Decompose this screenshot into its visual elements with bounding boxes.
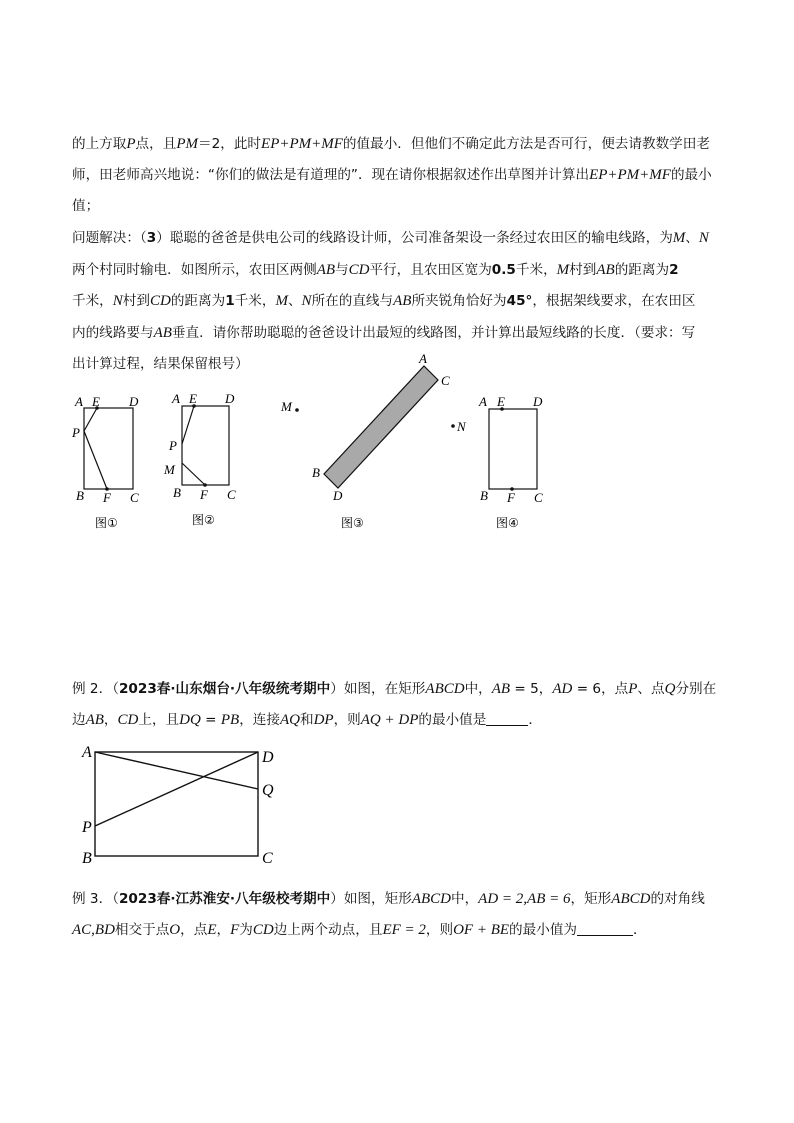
fig3-label-M: M	[281, 399, 292, 414]
problem-line-2: 师，田老师高兴地说：“你们的做法是有道理的”．现在请你根据叙述作出草图并计算出EP+PM+MF的最小	[72, 167, 712, 183]
ex2-segment-AQ	[95, 752, 258, 789]
fig4-label-F: F	[507, 490, 515, 505]
fig1-label-C: C	[130, 490, 139, 505]
example2-figure	[95, 752, 258, 856]
problem-line-5: 两个村同时输电．如图所示，农田区两侧AB与CD平行，且农田区宽为0.5千米，M村到AB的距离为2	[72, 262, 679, 278]
ex2-label-A: A	[82, 744, 92, 761]
fig3-label-D: D	[333, 488, 343, 503]
example3-line-2: AC,BD相交于点O，点E，F为CD边上两个动点，且EF = 2，则OF + BE的最小值为 ．	[72, 922, 647, 938]
fig1-path-EPF	[84, 408, 107, 489]
fig1-label-D: D	[129, 394, 139, 409]
figure-1	[84, 408, 133, 489]
fig4-label-A: A	[479, 394, 487, 409]
fig4-label-N: N	[457, 419, 466, 434]
ex2-segment-DP	[95, 752, 258, 826]
ex2-label-Q: Q	[262, 782, 274, 799]
problem-line-7: 内的线路要与AB垂直．请你帮助聪聪的爸爸设计出最短的线路图，并计算出最短线路的长度．（要求：写	[72, 325, 696, 341]
ex3-answer-blank[interactable]	[577, 923, 633, 936]
fig2-caption: 图②	[192, 513, 215, 527]
problem-line-6: 千米，N村到CD的距离为1千米，M、N所在的直线与AB所夹锐角恰好为45°，根据架线要求，在农田区	[72, 293, 696, 309]
fig2-segment-MF	[182, 463, 205, 485]
fig2-label-F: F	[200, 487, 208, 502]
fig2-label-M: M	[164, 462, 175, 477]
fig2-label-P: P	[169, 438, 177, 453]
fig3-label-A: A	[419, 351, 427, 366]
fig1-label-A: A	[75, 394, 83, 409]
fig2-label-B: B	[173, 485, 181, 500]
fig2-label-C: C	[227, 487, 236, 502]
figure-4	[489, 409, 537, 489]
fig4-label-B: B	[480, 488, 488, 503]
fig1-caption: 图①	[95, 516, 118, 530]
ex2-label-B: B	[82, 850, 92, 867]
ex2-label-P: P	[82, 819, 92, 836]
fig1-label-E: E	[92, 394, 100, 409]
problem-line-4: 问题解决：（3）聪聪的爸爸是供电公司的线路设计师，公司准备架设一条经过农田区的输电线路，为M、N	[72, 230, 709, 246]
fig3-point-M	[295, 408, 299, 412]
fig4-label-D: D	[533, 394, 543, 409]
fig4-caption: 图④	[496, 516, 519, 530]
fig4-label-C: C	[534, 490, 543, 505]
fig2-label-D: D	[225, 391, 235, 406]
example3-line-1: 例 3．（2023春·江苏淮安·八年级校考期中）如图，矩形ABCD中，AD = 2,AB = 6，矩形ABCD的对角线	[72, 891, 705, 907]
ex2-rectangle	[95, 752, 258, 856]
fig4-label-E: E	[497, 394, 505, 409]
ex2-label-D: D	[262, 749, 274, 766]
fig1-label-P: P	[72, 425, 80, 440]
problem-line-1: 的上方取P点，且PM＝2，此时EP+PM+MF的值最小．但他们不确定此方法是否可行，便去请教数学田老	[72, 136, 710, 152]
example2-line-1: 例 2．（2023春·山东烟台·八年级统考期中）如图，在矩形ABCD中，AB = 5，AD = 6，点P、点Q分别在	[72, 681, 717, 697]
fig4-point-N	[451, 424, 455, 428]
fig1-label-F: F	[103, 490, 111, 505]
fig3-label-C: C	[441, 373, 450, 388]
fig2-label-A: A	[172, 391, 180, 406]
fig2-label-E: E	[189, 391, 197, 406]
problem-line-8: 出计算过程，结果保留根号）	[72, 356, 249, 372]
fig2-segment-EP	[182, 406, 194, 444]
problem-line-3: 值；	[72, 198, 100, 214]
figure-2	[182, 406, 229, 485]
fig3-label-B: B	[312, 465, 320, 480]
fig3-caption: 图③	[341, 516, 364, 530]
fig2-rectangle	[182, 406, 229, 485]
fig4-rectangle	[489, 409, 537, 489]
fig3-farmland-strip	[324, 366, 438, 488]
example2-line-2: 边AB，CD上，且DQ = PB，连接AQ和DP，则AQ + DP的最小值是 ．	[72, 712, 542, 728]
ex2-label-C: C	[262, 850, 273, 867]
ex2-answer-blank[interactable]	[486, 713, 528, 726]
fig1-label-B: B	[76, 488, 84, 503]
